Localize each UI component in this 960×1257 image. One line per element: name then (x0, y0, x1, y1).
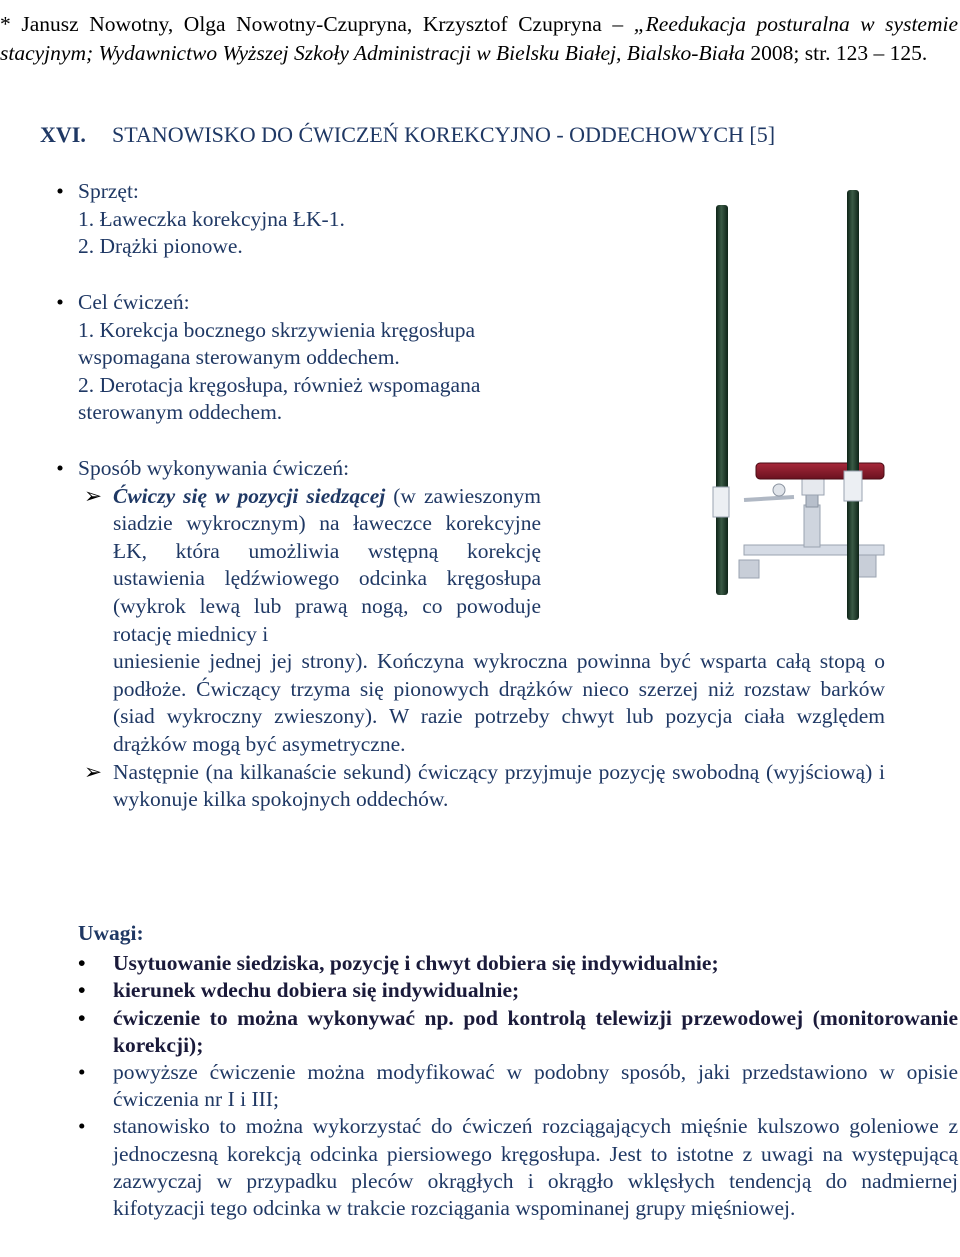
bullet-icon: • (78, 1005, 86, 1030)
remark-item (78, 1113, 958, 1222)
arrow-bullet-icon: ➢ (84, 759, 103, 784)
remarks-section (78, 920, 958, 1222)
citation-tail: 2008; str. 123 – 125. (745, 41, 928, 65)
method-step-text: Następnie (na kilkanaście sekund) ćwiczący przyjmuje pozycję swobodną (wyjściową) i wykonuje kilka spokojnych oddechów. (113, 759, 885, 812)
method-step-narrow (113, 483, 541, 649)
equipment-label: Sprzęt: (78, 179, 139, 203)
citation (0, 10, 958, 68)
equipment-item: 1. Ławeczka korekcyjna ŁK-1. (78, 206, 345, 231)
bullet-icon: • (78, 951, 86, 976)
method-step (42, 759, 958, 814)
method-label: Sposób wykonywania ćwiczeń: (78, 456, 350, 480)
goals-label: Cel ćwiczeń: (78, 290, 190, 314)
goals-item: 1. Korekcja bocznego skrzywienia kręgosłupa wspomagana sterowanym oddechem. (78, 317, 476, 370)
section-heading (40, 120, 775, 150)
bench-seat (756, 463, 884, 479)
remark-item (78, 1059, 958, 1113)
citation-title: „Reedukacja posturalna w systemie stacyjnym; Wydawnictwo Wyższej Szkoły Administracji w Bielsku Białej, Bialsko-Biała (0, 12, 959, 65)
bullet-icon: • (56, 290, 64, 314)
goals-label-line (42, 289, 598, 317)
citation-authors: * Janusz Nowotny, Olga Nowotny-Czupryna, Krzysztof Czupryna – (0, 12, 634, 36)
bullet-icon: • (78, 1060, 86, 1085)
bullet-icon: • (78, 978, 86, 1003)
bullet-icon: • (56, 179, 64, 203)
section-number: XVI. (40, 122, 86, 147)
remark-text: kierunek wdechu dobiera się indywidualnie; (113, 978, 520, 1003)
vertical-pole (713, 205, 729, 595)
arrow-bullet-icon: ➢ (84, 483, 103, 508)
remark-text: powyższe ćwiczenie można modyfikować w podobny sposób, jaki przedstawiono w opisie ćwiczenia nr I i III; (113, 1060, 958, 1112)
remark-text: stanowisko to można wykorzystać do ćwiczeń rozciągających mięśnie kulszowo goleniowe z jednoczesną korekcją odcinka piersiowego kręgosłupa. Jest to istotne z uwagi na występującą zazwyczaj w przypadku pleców okrągłych i okrągło wklęsłych tendencją do nadmiernej kifotyzacji tego odcinka w trakcie rozciągania wspominanej grupy mięśniowej. (113, 1114, 958, 1221)
bullet-icon: • (78, 1114, 86, 1139)
method-step-continuation: uniesienie jednej jej strony). Kończyna wykroczna powinna być wsparta całą stopą o podłoże. Ćwiczący trzyma się pionowych drążków nieco szerzej niż rozstaw barków (siad wykroczny zwieszony). W razie potrzeby chwyt lub pozycja ciała względem drążków mogą być asymetryczne. (113, 649, 885, 756)
goals-item: 2. Derotacja kręgosłupa, również wspomagana sterowanym oddechem. (78, 372, 481, 425)
method-step-text: (w zawieszonym siadzie wykrocznym) na ławeczce korekcyjne ŁK, która umożliwia wstępną korekcję ustawienia lędźwiowego odcinka kręgosłupa (wykrok lewą lub prawą nogą, co powoduje rotację miednicy i (113, 483, 541, 646)
equipment-label-line (42, 178, 598, 206)
equipment-item: 2. Drążki pionowe. (78, 234, 243, 259)
remarks-title: Uwagi: (78, 921, 144, 945)
remark-item (78, 1005, 958, 1059)
remark-item (78, 977, 958, 1004)
remark-text: Usytuowanie siedziska, pozycję i chwyt dobiera się indywidualnie; (113, 951, 719, 976)
equipment-section (56, 178, 598, 261)
section-title: STANOWISKO DO ĆWICZEŃ KOREKCYJNO - ODDECHOWYCH [5] (112, 122, 776, 147)
goals-section (56, 289, 598, 427)
method-step-bold: Ćwiczy się w pozycji siedzącej (113, 483, 386, 508)
remark-text: ćwiczenie to można wykonywać np. pod kontrolą telewizji przewodowej (monitorowanie korekcji); (113, 1005, 958, 1057)
bullet-icon: • (56, 456, 64, 480)
remark-item (78, 950, 958, 977)
correction-bench-icon (704, 175, 904, 625)
